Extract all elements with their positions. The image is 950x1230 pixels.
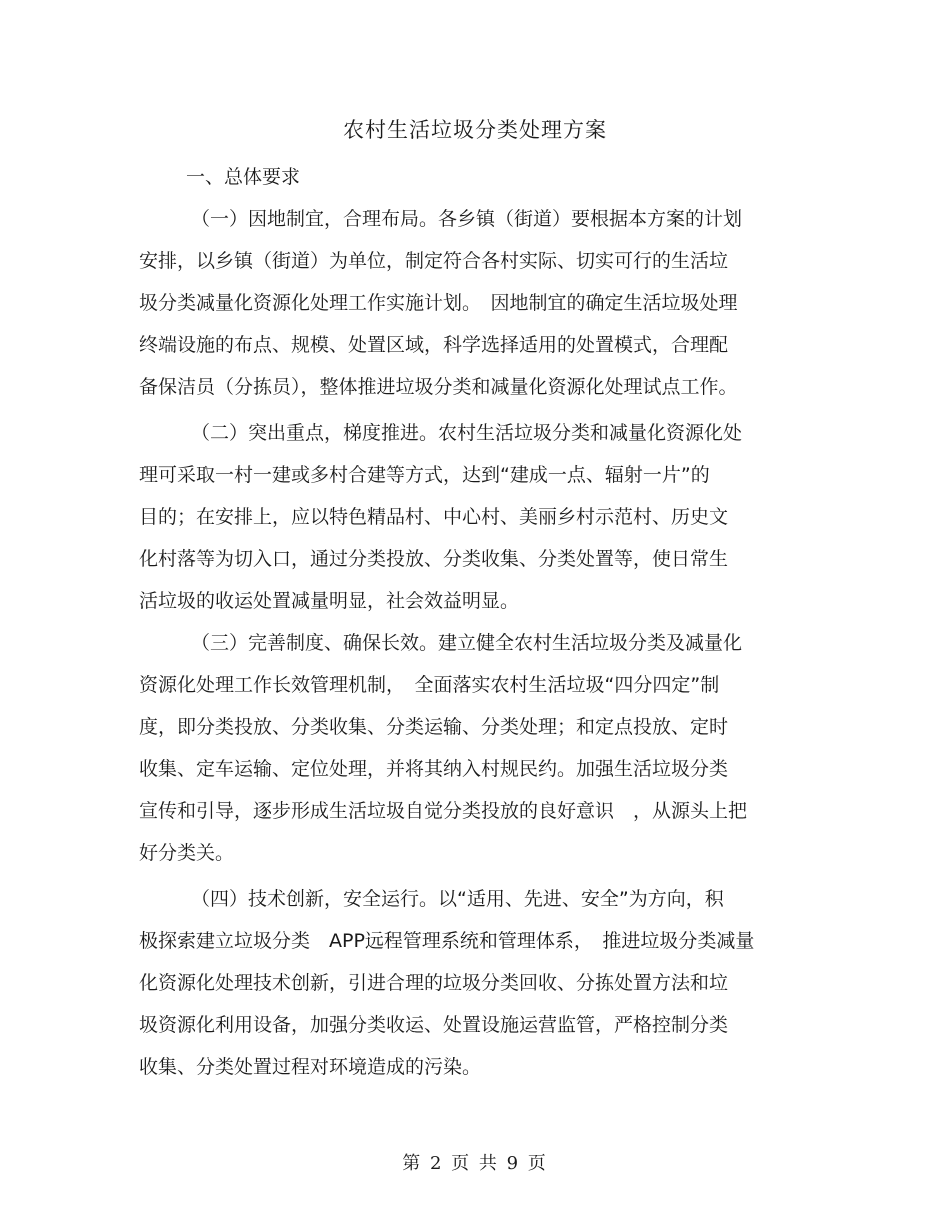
paragraph-line: 资源化处理工作长效管理机制， 全面落实农村生活垃圾“四分四定”制 <box>139 674 720 696</box>
paragraph-line: 极探索建立垃圾分类 APP远程管理系统和管理体系， 推进垃圾分类减量 <box>139 930 755 952</box>
paragraph-line: 备保洁员（分拣员），整体推进垃圾分类和减量化资源化处理试点工作。 <box>139 376 738 398</box>
paragraph-line: （四）技术创新，安全运行。以“适用、先进、安全”为方向，积 <box>191 888 724 910</box>
paragraph-line: 收集、定车运输、定位处理，并将其纳入村规民约。加强生活垃圾分类 <box>139 758 729 780</box>
paragraph-line: 化村落等为切入口，通过分类投放、分类收集、分类处置等，使日常生 <box>139 548 729 570</box>
paragraph-line: 理可采取一村一建或多村合建等方式，达到“建成一点、辐射一片”的 <box>139 464 710 486</box>
paragraph-line: 圾分类减量化资源化处理工作实施计划。 因地制宜的确定生活垃圾处理 <box>139 292 738 314</box>
paragraph-line: 宣传和引导，逐步形成生活垃圾自觉分类投放的良好意识 ，从源头上把 <box>139 800 748 822</box>
paragraph-line: 目的；在安排上，应以特色精品村、中心村、美丽乡村示范村、历史文 <box>139 506 729 528</box>
paragraph-line: 化资源化处理技术创新，引进合理的垃圾分类回收、分拣处置方法和垃 <box>139 972 729 994</box>
paragraph-line: 收集、分类处置过程对环境造成的污染。 <box>139 1056 482 1078</box>
page-number: 第 2 页 共 9 页 <box>402 1153 548 1174</box>
paragraph-line: 圾资源化利用设备，加强分类收运、处置设施运营监管，严格控制分类 <box>139 1014 729 1036</box>
paragraph-line: 度，即分类投放、分类收集、分类运输、分类处理；和定点投放、定时 <box>139 716 729 738</box>
paragraph-line: （二）突出重点，梯度推进。农村生活垃圾分类和减量化资源化处 <box>191 422 743 444</box>
paragraph-line: 好分类关。 <box>139 842 235 864</box>
paragraph-line: 活垃圾的收运处置减量明显，社会效益明显。 <box>139 590 520 612</box>
document-title: 农村生活垃圾分类处理方案 <box>343 118 607 142</box>
paragraph-line: （一）因地制宜，合理布局。各乡镇（街道）要根据本方案的计划 <box>191 208 743 230</box>
paragraph-line: 安排，以乡镇（街道）为单位，制定符合各村实际、切实可行的生活垃 <box>139 250 729 272</box>
section-heading: 一、总体要求 <box>186 166 301 188</box>
paragraph-line: （三）完善制度、确保长效。建立健全农村生活垃圾分类及减量化 <box>191 632 743 654</box>
paragraph-line: 终端设施的布点、规模、处置区域，科学选择适用的处置模式，合理配 <box>139 334 729 356</box>
